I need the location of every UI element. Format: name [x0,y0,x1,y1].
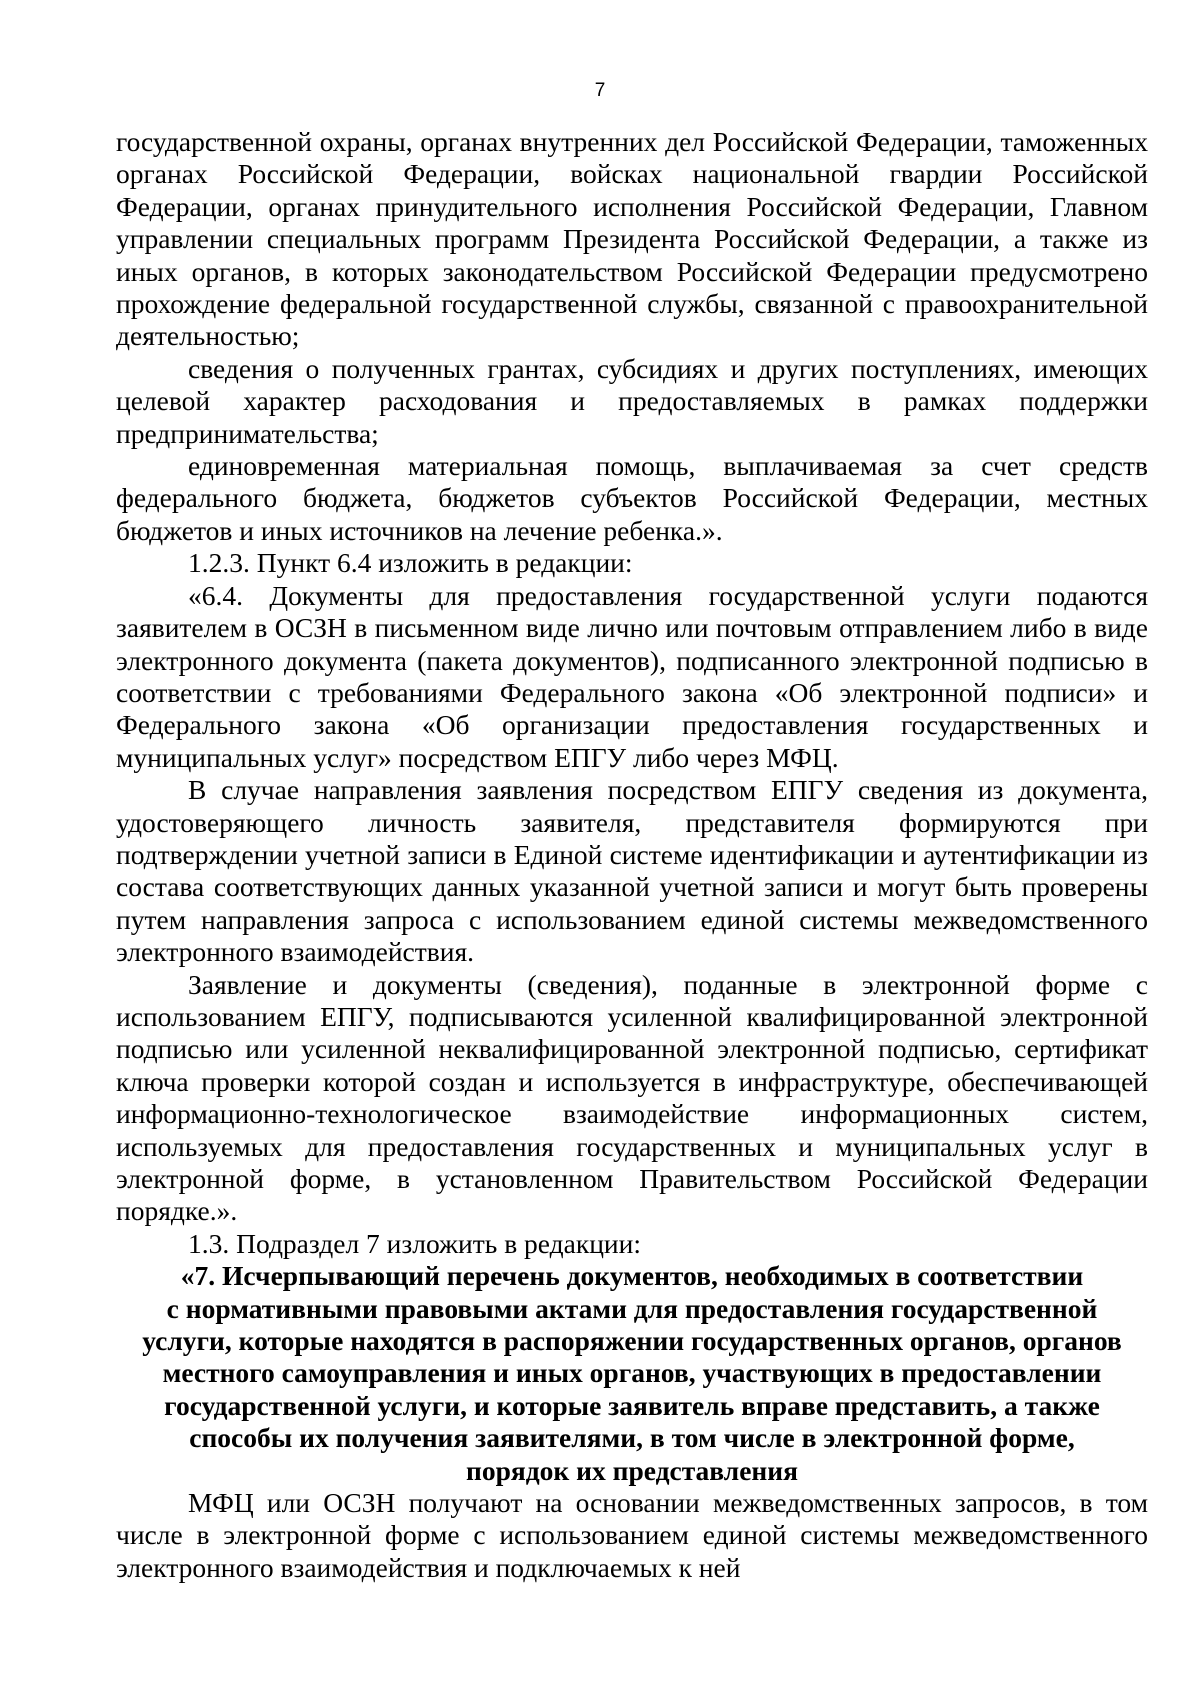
paragraph-5: «6.4. Документы для предоставления государственной услуги подаются заявителем в ОСЗН в письменном виде лично или почтовым отправлением либо в виде электронного документа (пакета документов), подписанного электронной подписью в соответствии с требованиями Федерального закона «Об электронной подписи» и Федерального закона «Об организации предоставления государственных и муниципальных услуг» посредством ЕПГУ либо через МФЦ. [116,579,1148,773]
paragraph-8: 1.3. Подраздел 7 изложить в редакции: [188,1227,641,1259]
heading-line: местного самоуправления и иных органов, участвующих в предоставлении [162,1357,1102,1389]
paragraph-4: 1.2.3. Пункт 6.4 изложить в редакции: [188,547,633,579]
paragraph-7: Заявление и документы (сведения), поданные в электронной форме с использованием ЕПГУ, подписываются усиленной квалифицированной электронной подписью или усиленной неквалифицированной электронной подписью, сертификат ключа проверки которой создан и используется в инфраструктуре, обеспечивающей информационно-технологическое взаимодействие информационных систем, используемых для предоставления государственных и муниципальных услуг в электронной форме, в установленном Правительством Российской Федерации порядке.». [116,968,1148,1227]
heading-line: порядок их представления [465,1454,798,1486]
paragraph-6: В случае направления заявления посредством ЕПГУ сведения из документа, удостоверяющего личность заявителя, представителя формируются при подтверждении учетной записи в Единой системе идентификации и аутентификации из состава соответствующих данных указанной учетной записи и могут быть проверены путем направления запроса с использованием единой системы межведомственного электронного взаимодействия. [116,774,1148,968]
page-number: 7 [594,80,606,101]
paragraph-3: единовременная материальная помощь, выплачиваемая за счет средств федерального бюджета, бюджетов субъектов Российской Федерации, местных бюджетов и иных источников на лечение ребенка.». [116,450,1148,546]
heading-line: услуги, которые находятся в распоряжении государственных органов, органов [142,1325,1122,1357]
heading-line: государственной услуги, и которые заявитель вправе представить, а также [164,1389,1100,1421]
heading-line: «7. Исчерпывающий перечень документов, необходимых в соответствии [180,1260,1084,1292]
heading-line: с нормативными правовыми актами для предоставления государственной [166,1292,1098,1324]
heading-line: способы их получения заявителями, в том числе в электронной форме, [189,1422,1075,1454]
paragraph-9: МФЦ или ОСЗН получают на основании межведомственных запросов, в том числе в электронной форме с использованием единой системы межведомственного электронного взаимодействия и подключаемых к ней [116,1487,1148,1583]
paragraph-1: государственной охраны, органах внутренних дел Российской Федерации, таможенных органах Российской Федерации, войсках национальной гвардии Российской Федерации, органах принудительного исполнения Российской Федерации, Главном управлении специальных программ Президента Российской Федерации, а также из иных органов, в которых законодательством Российской Федерации предусмотрено прохождение федеральной государственной службы, связанной с правоохранительной деятельностью; [116,126,1148,352]
document-body [116,126,1148,1584]
section-heading [116,1260,1148,1487]
paragraph-2: сведения о полученных грантах, субсидиях и других поступлениях, имеющих целевой характер расходования и предоставляемых в рамках поддержки предпринимательства; [116,352,1148,449]
